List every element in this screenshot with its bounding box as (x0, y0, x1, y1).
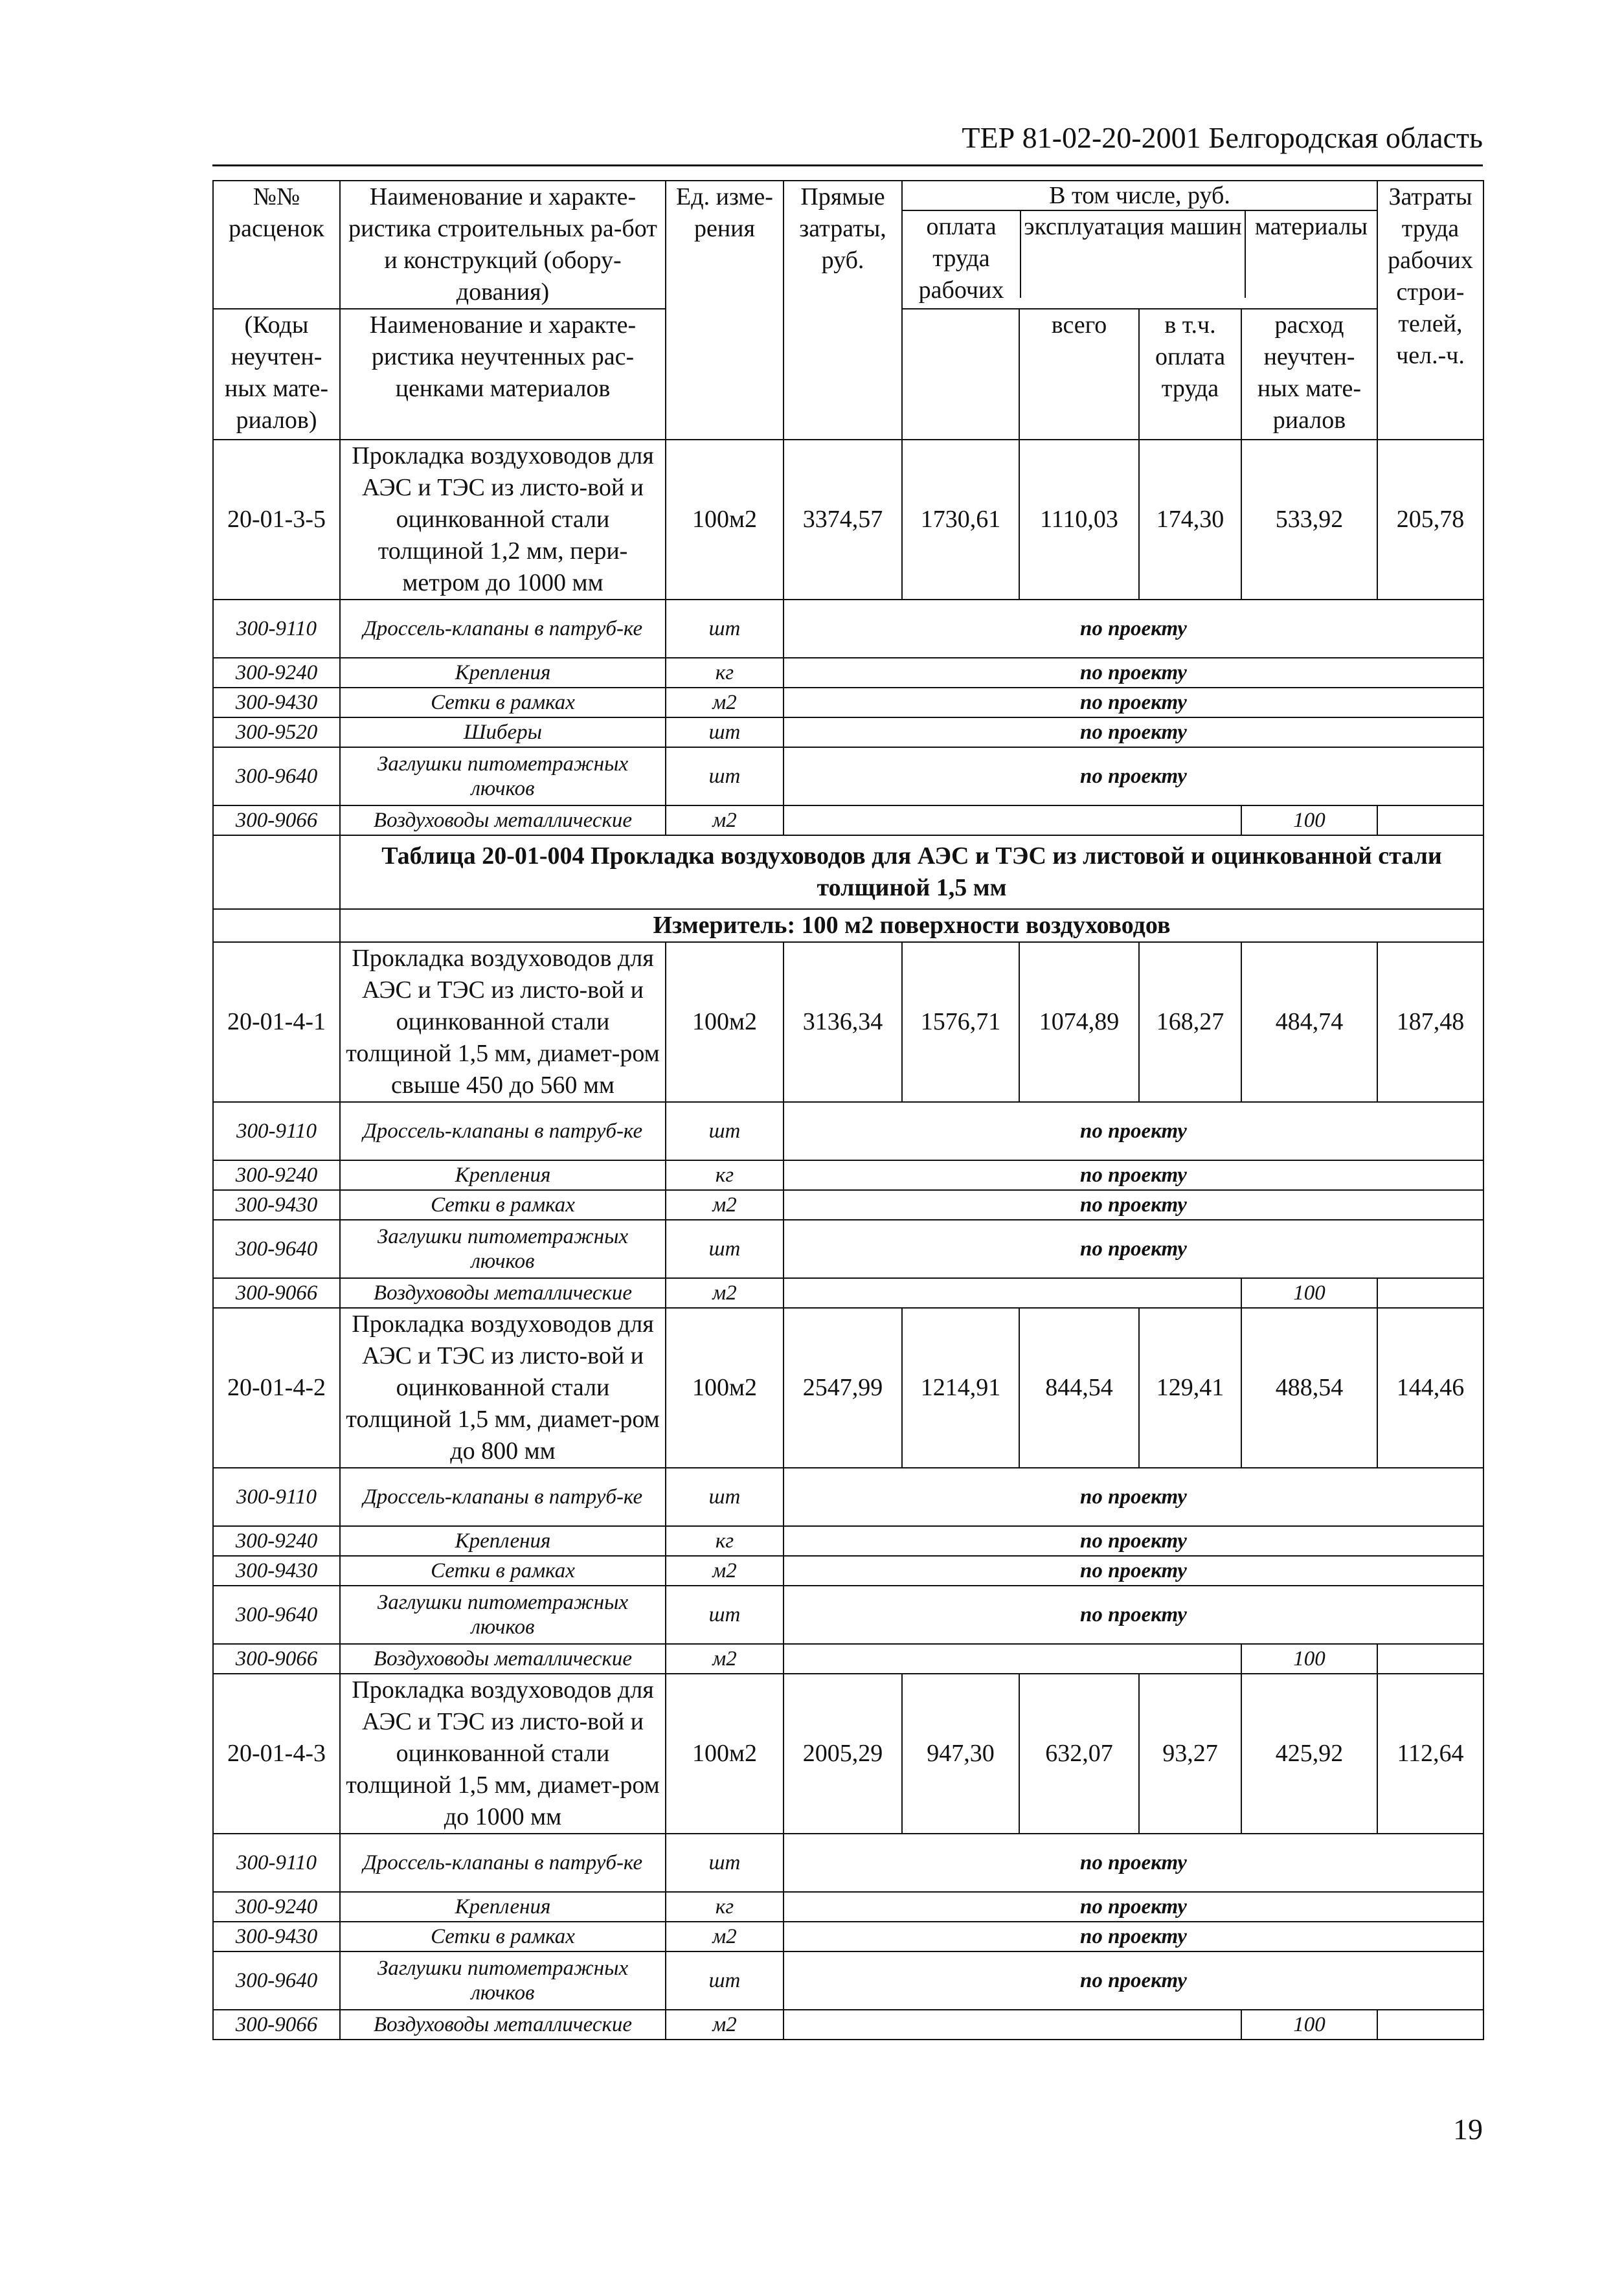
table-title: Таблица 20-01-004 Прокладка воздуховодов для АЭС и ТЭС из листовой и оцинкованной стали толщиной 1,5 мм (340, 835, 1483, 909)
material-value: по проекту (784, 600, 1483, 658)
material-row (213, 1556, 1483, 1586)
material-value: по проекту (784, 1834, 1483, 1892)
material-unit: шт (666, 1586, 784, 1644)
material-code: 300-9640 (213, 1586, 340, 1644)
col-direct-costs-header: Прямые затраты, руб. (784, 181, 902, 440)
material-row (213, 1834, 1483, 1892)
material-value: по проекту (784, 658, 1483, 688)
material-unit: кг (666, 1526, 784, 1556)
material-unit: м2 (666, 688, 784, 717)
material-code: 300-9066 (213, 805, 340, 835)
material-name: Крепления (340, 1160, 666, 1190)
material-code: 300-9520 (213, 717, 340, 747)
material-value: по проекту (784, 1468, 1483, 1526)
material-code: 300-9640 (213, 1951, 340, 2010)
rate-materials: 488,54 (1241, 1308, 1377, 1468)
material-name: Дроссель-клапаны в патруб-ке (340, 1834, 666, 1892)
material-name: Крепления (340, 658, 666, 688)
material-value: по проекту (784, 747, 1483, 805)
col-unit-header: Ед. изме-рения (666, 181, 784, 440)
material-unit: м2 (666, 1190, 784, 1220)
rate-name: Прокладка воздуховодов для АЭС и ТЭС из листо-вой и оцинкованной стали толщиной 1,2 мм, пери-метром до 1000 мм (340, 440, 666, 600)
material-unit: м2 (666, 2010, 784, 2040)
rate-unit: 100м2 (666, 440, 784, 600)
rate-direct-cost: 3374,57 (784, 440, 902, 600)
material-code: 300-9110 (213, 600, 340, 658)
material-name: Сетки в рамках (340, 1190, 666, 1220)
material-row (213, 658, 1483, 688)
rate-unit: 100м2 (666, 942, 784, 1102)
material-unit: шт (666, 1834, 784, 1892)
material-unit: м2 (666, 1278, 784, 1308)
rate-row (213, 1674, 1483, 1834)
col-material-codes-header: (Коды неучтен-ных мате-риалов) (213, 309, 340, 440)
material-consumption: 100 (1241, 1278, 1377, 1308)
table-measure: Измеритель: 100 м2 поверхности воздуховодов (340, 909, 1483, 942)
material-code: 300-9640 (213, 1220, 340, 1278)
material-code: 300-9240 (213, 658, 340, 688)
material-code: 300-9110 (213, 1468, 340, 1526)
measure-left-blank (213, 909, 340, 942)
material-row (213, 717, 1483, 747)
material-name: Дроссель-клапаны в патруб-ке (340, 600, 666, 658)
material-blank (784, 805, 1241, 835)
rates-table (212, 180, 1484, 2040)
material-code: 300-9430 (213, 1556, 340, 1586)
rate-machine-total: 844,54 (1019, 1308, 1139, 1468)
rate-direct-cost: 2547,99 (784, 1308, 902, 1468)
material-row (213, 1951, 1483, 2010)
material-row (213, 747, 1483, 805)
material-unit: шт (666, 717, 784, 747)
material-value: по проекту (784, 1160, 1483, 1190)
material-name: Крепления (340, 1892, 666, 1922)
rate-name: Прокладка воздуховодов для АЭС и ТЭС из листо-вой и оцинкованной стали толщиной 1,5 мм, диамет-ром свыше 450 до 560 мм (340, 942, 666, 1102)
material-name: Сетки в рамках (340, 1556, 666, 1586)
rate-direct-cost: 3136,34 (784, 942, 902, 1102)
col-machines-header: эксплуатация машин (1021, 211, 1246, 298)
material-unit: м2 (666, 1644, 784, 1674)
material-row (213, 1220, 1483, 1278)
rate-code: 20-01-3-5 (213, 440, 340, 600)
rate-labor-hours: 187,48 (1377, 942, 1483, 1102)
rate-materials: 533,92 (1241, 440, 1377, 600)
page-number: 19 (1453, 2113, 1483, 2146)
material-row (213, 2010, 1483, 2040)
material-blank (784, 2010, 1241, 2040)
material-code: 300-9066 (213, 1278, 340, 1308)
material-code: 300-9430 (213, 688, 340, 717)
title-left-blank (213, 835, 340, 909)
material-blank (784, 1278, 1241, 1308)
material-name: Шиберы (340, 717, 666, 747)
material-name: Сетки в рамках (340, 1922, 666, 1951)
rate-machine-total: 1110,03 (1019, 440, 1139, 600)
material-unit: шт (666, 600, 784, 658)
material-unit: кг (666, 1892, 784, 1922)
material-value: по проекту (784, 688, 1483, 717)
material-name: Заглушки питометражных лючков (340, 747, 666, 805)
rate-name: Прокладка воздуховодов для АЭС и ТЭС из листо-вой и оцинкованной стали толщиной 1,5 мм, диамет-ром до 1000 мм (340, 1674, 666, 1834)
material-unit: кг (666, 1160, 784, 1190)
col-labor-hours-header: Затраты труда рабочих строи-телей, чел.-ч. (1377, 181, 1483, 440)
material-consumption: 100 (1241, 2010, 1377, 2040)
rate-unit: 100м2 (666, 1308, 784, 1468)
material-code: 300-9240 (213, 1160, 340, 1190)
material-unit: шт (666, 1468, 784, 1526)
material-blank (1377, 805, 1483, 835)
material-row (213, 805, 1483, 835)
material-code: 300-9110 (213, 1102, 340, 1160)
rate-code: 20-01-4-2 (213, 1308, 340, 1468)
material-value: по проекту (784, 1102, 1483, 1160)
material-name: Дроссель-клапаны в патруб-ке (340, 1468, 666, 1526)
rate-code: 20-01-4-3 (213, 1674, 340, 1834)
material-row (213, 1102, 1483, 1160)
material-value: по проекту (784, 1556, 1483, 1586)
material-row (213, 688, 1483, 717)
rate-row (213, 440, 1483, 600)
material-blank (1377, 1278, 1483, 1308)
col-material-consumption-header: расход неучтен-ных мате-риалов (1241, 309, 1377, 440)
material-blank (784, 1644, 1241, 1674)
rate-row (213, 942, 1483, 1102)
rate-materials: 425,92 (1241, 1674, 1377, 1834)
col-labor-empty (902, 309, 1019, 440)
col-mach-total-header: всего (1019, 309, 1139, 440)
material-name: Заглушки питометражных лючков (340, 1951, 666, 2010)
page-header: ТЕР 81-02-20-2001 Белгородская область (212, 115, 1483, 166)
rate-labor-hours: 144,46 (1377, 1308, 1483, 1468)
material-code: 300-9430 (213, 1190, 340, 1220)
material-row (213, 1526, 1483, 1556)
material-name: Воздуховоды металлические (340, 1278, 666, 1308)
material-value: по проекту (784, 717, 1483, 747)
material-value: по проекту (784, 1892, 1483, 1922)
col-work-name-header: Наименование и характе-ристика строительных ра-бот и конструкций (обору-дования) (340, 181, 666, 309)
rate-code: 20-01-4-1 (213, 942, 340, 1102)
material-code: 300-9066 (213, 2010, 340, 2040)
rate-labor-cost: 947,30 (902, 1674, 1019, 1834)
rate-labor-cost: 1214,91 (902, 1308, 1019, 1468)
material-row (213, 1586, 1483, 1644)
group-subheaders (903, 211, 1377, 304)
material-value: по проекту (784, 1922, 1483, 1951)
rate-labor-cost: 1576,71 (902, 942, 1019, 1102)
col-material-names-header: Наименование и характе-ристика неучтенных рас-ценками материалов (340, 309, 666, 440)
material-blank (1377, 2010, 1483, 2040)
rate-direct-cost: 2005,29 (784, 1674, 902, 1834)
rate-labor-hours: 112,64 (1377, 1674, 1483, 1834)
material-row (213, 1160, 1483, 1190)
col-mach-labor-header: в т.ч. оплата труда (1139, 309, 1241, 440)
material-name: Крепления (340, 1526, 666, 1556)
col-materials-header: материалы (1254, 213, 1368, 240)
material-code: 300-9110 (213, 1834, 340, 1892)
material-value: по проекту (784, 1220, 1483, 1278)
material-value: по проекту (784, 1526, 1483, 1556)
header-row-1 (213, 181, 1483, 309)
material-row (213, 1190, 1483, 1220)
col-group-header (902, 181, 1377, 309)
col-labor-header: оплата труда рабочих (903, 211, 1021, 298)
rate-machine-labor: 129,41 (1139, 1308, 1241, 1468)
material-unit: шт (666, 1220, 784, 1278)
material-unit: шт (666, 747, 784, 805)
rate-machine-labor: 168,27 (1139, 942, 1241, 1102)
material-code: 300-9240 (213, 1526, 340, 1556)
table-title-row (213, 835, 1483, 909)
material-row (213, 1922, 1483, 1951)
material-code: 300-9240 (213, 1892, 340, 1922)
col-rate-number-header: №№ расценок (213, 181, 340, 309)
material-code: 300-9640 (213, 747, 340, 805)
material-name: Воздуховоды металлические (340, 1644, 666, 1674)
material-unit: шт (666, 1102, 784, 1160)
material-unit: м2 (666, 1922, 784, 1951)
material-row (213, 1468, 1483, 1526)
rate-machine-total: 632,07 (1019, 1674, 1139, 1834)
material-blank (1377, 1644, 1483, 1674)
material-consumption: 100 (1241, 805, 1377, 835)
material-value: по проекту (784, 1190, 1483, 1220)
material-consumption: 100 (1241, 1644, 1377, 1674)
material-code: 300-9430 (213, 1922, 340, 1951)
rate-machine-labor: 174,30 (1139, 440, 1241, 600)
rate-labor-hours: 205,78 (1377, 440, 1483, 600)
rate-machine-total: 1074,89 (1019, 942, 1139, 1102)
rate-machine-labor: 93,27 (1139, 1674, 1241, 1834)
material-value: по проекту (784, 1951, 1483, 2010)
rate-labor-cost: 1730,61 (902, 440, 1019, 600)
rate-name: Прокладка воздуховодов для АЭС и ТЭС из листо-вой и оцинкованной стали толщиной 1,5 мм, диамет-ром до 800 мм (340, 1308, 666, 1468)
material-row (213, 600, 1483, 658)
rate-materials: 484,74 (1241, 942, 1377, 1102)
material-code: 300-9066 (213, 1644, 340, 1674)
material-unit: кг (666, 658, 784, 688)
material-unit: м2 (666, 1556, 784, 1586)
material-row (213, 1644, 1483, 1674)
material-unit: м2 (666, 805, 784, 835)
material-name: Воздуховоды металлические (340, 805, 666, 835)
table-measure-row (213, 909, 1483, 942)
material-name: Дроссель-клапаны в патруб-ке (340, 1102, 666, 1160)
material-name: Сетки в рамках (340, 688, 666, 717)
material-name: Воздуховоды металлические (340, 2010, 666, 2040)
rate-row (213, 1308, 1483, 1468)
material-row (213, 1892, 1483, 1922)
material-name: Заглушки питометражных лючков (340, 1220, 666, 1278)
rate-unit: 100м2 (666, 1674, 784, 1834)
material-row (213, 1278, 1483, 1308)
material-value: по проекту (784, 1586, 1483, 1644)
material-name: Заглушки питометражных лючков (340, 1586, 666, 1644)
group-including-title: В том числе, руб. (903, 181, 1377, 211)
material-unit: шт (666, 1951, 784, 2010)
